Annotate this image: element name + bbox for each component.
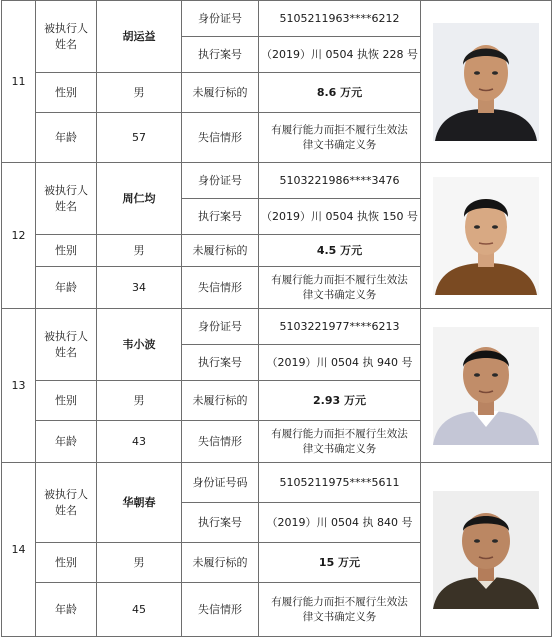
dishonesty-label: 失信情形 [182, 583, 259, 637]
case-no-value: （2019）川 0504 执 940 号 [259, 345, 421, 381]
id-card-label: 身份证号码 [182, 463, 259, 503]
dishonesty-label: 失信情形 [182, 267, 259, 309]
dishonesty-description: 有履行能力而拒不履行生效法 律文书确定义务 [259, 267, 421, 309]
unpaid-label: 未履行标的 [182, 543, 259, 583]
gender-label: 性别 [36, 235, 97, 267]
dishonesty-label: 失信情形 [182, 113, 259, 163]
age-label: 年龄 [36, 267, 97, 309]
gender-label: 性别 [36, 381, 97, 421]
case-no-label: 执行案号 [182, 37, 259, 73]
age-value: 57 [97, 113, 182, 163]
age-value: 45 [97, 583, 182, 637]
photo-cell [421, 309, 552, 463]
dishonesty-description: 有履行能力而拒不履行生效法 律文书确定义务 [259, 113, 421, 163]
dishonesty-description: 有履行能力而拒不履行生效法 律文书确定义务 [259, 583, 421, 637]
debtor-name: 华朝春 [97, 463, 182, 543]
portrait-icon [433, 177, 539, 295]
age-value: 43 [97, 421, 182, 463]
table-row [2, 163, 552, 199]
case-no-label: 执行案号 [182, 503, 259, 543]
unpaid-label: 未履行标的 [182, 381, 259, 421]
id-card-label: 身份证号 [182, 163, 259, 199]
name-label: 被执行人 姓名 [36, 463, 97, 543]
record-index: 12 [2, 163, 36, 309]
portrait-icon [433, 491, 539, 609]
case-no-value: （2019）川 0504 执 840 号 [259, 503, 421, 543]
case-no-label: 执行案号 [182, 199, 259, 235]
photo-cell [421, 1, 552, 163]
id-card-value: 5103221977****6213 [259, 309, 421, 345]
portrait-icon [433, 327, 539, 445]
portrait-icon [433, 23, 539, 141]
debtor-name: 韦小波 [97, 309, 182, 381]
case-no-value: （2019）川 0504 执恢 228 号 [259, 37, 421, 73]
gender-value: 男 [97, 381, 182, 421]
age-label: 年龄 [36, 113, 97, 163]
case-no-label: 执行案号 [182, 345, 259, 381]
unpaid-label: 未履行标的 [182, 235, 259, 267]
name-label: 被执行人 姓名 [36, 163, 97, 235]
name-label: 被执行人 姓名 [36, 1, 97, 73]
table-row [2, 309, 552, 345]
unpaid-label: 未履行标的 [182, 73, 259, 113]
id-card-value: 5105211963****6212 [259, 1, 421, 37]
gender-value: 男 [97, 235, 182, 267]
case-no-value: （2019）川 0504 执恢 150 号 [259, 199, 421, 235]
table-row [2, 463, 552, 503]
table-row [2, 1, 552, 37]
unpaid-amount: 15 万元 [259, 543, 421, 583]
record-index: 14 [2, 463, 36, 637]
age-label: 年龄 [36, 421, 97, 463]
id-card-label: 身份证号 [182, 309, 259, 345]
dishonest-debtor-table [1, 0, 552, 637]
photo-cell [421, 463, 552, 637]
name-label: 被执行人 姓名 [36, 309, 97, 381]
unpaid-amount: 2.93 万元 [259, 381, 421, 421]
record-index: 13 [2, 309, 36, 463]
debtor-name: 周仁均 [97, 163, 182, 235]
age-value: 34 [97, 267, 182, 309]
id-card-value: 5105211975****5611 [259, 463, 421, 503]
gender-value: 男 [97, 543, 182, 583]
id-card-value: 5103221986****3476 [259, 163, 421, 199]
record-index: 11 [2, 1, 36, 163]
gender-value: 男 [97, 73, 182, 113]
dishonesty-label: 失信情形 [182, 421, 259, 463]
photo-cell [421, 163, 552, 309]
unpaid-amount: 8.6 万元 [259, 73, 421, 113]
age-label: 年龄 [36, 583, 97, 637]
gender-label: 性别 [36, 73, 97, 113]
debtor-name: 胡运益 [97, 1, 182, 73]
dishonesty-description: 有履行能力而拒不履行生效法 律文书确定义务 [259, 421, 421, 463]
gender-label: 性别 [36, 543, 97, 583]
unpaid-amount: 4.5 万元 [259, 235, 421, 267]
id-card-label: 身份证号 [182, 1, 259, 37]
